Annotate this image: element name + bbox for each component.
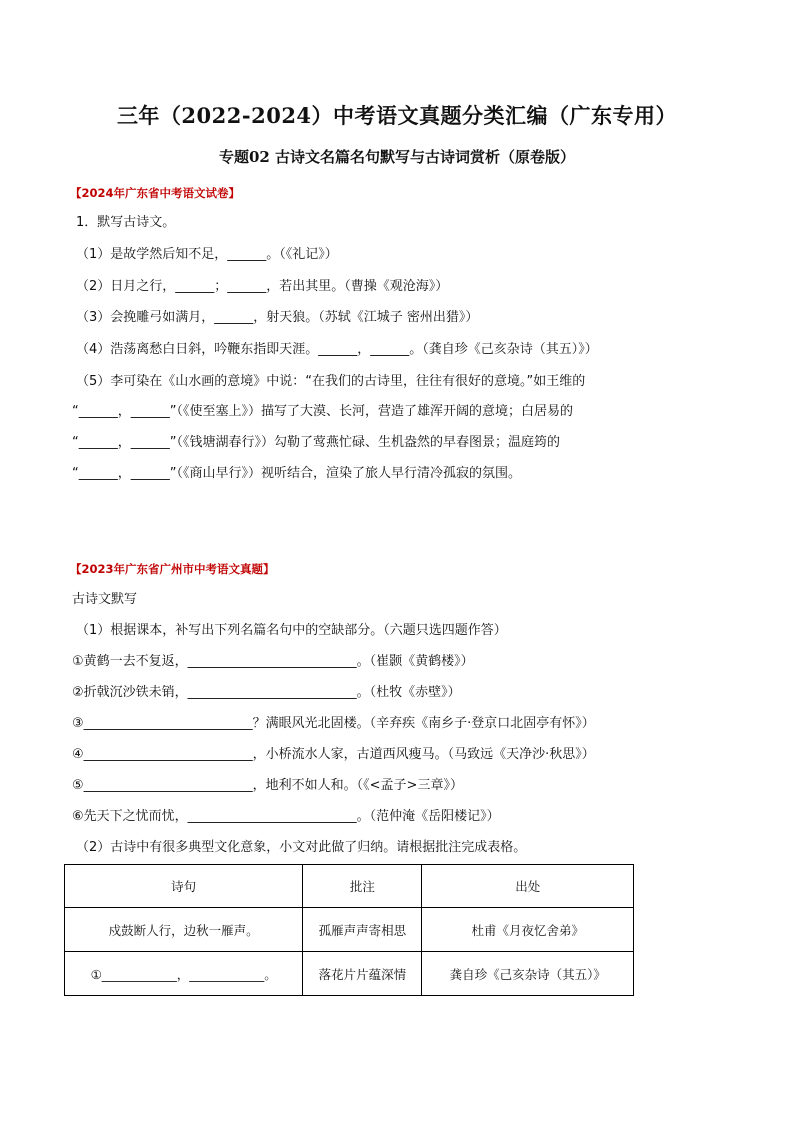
- question-item: （2）古诗中有很多典型文化意象，小文对此做了归纳。请根据批注完成表格。: [76, 840, 527, 855]
- page-subtitle: 专题02 古诗文名篇名句默写与古诗词赏析（原卷版）: [218, 148, 576, 166]
- table-header: 出处: [422, 865, 634, 908]
- table-cell: 孤雁声声寄相思: [303, 908, 422, 952]
- question-item: （3）会挽雕弓如满月，______，射天狼。（苏轼《江城子 密州出猎》）: [76, 310, 479, 325]
- question-item: （4）浩荡离愁白日斜，吟鞭东指即天涯。______，______。（龚自珍《己亥杂诗（其五）》）: [76, 342, 598, 357]
- question-item: （5）李可染在《山水画的意境》中说：“在我们的古诗里，往往有很好的意境。”如王维的: [76, 374, 586, 389]
- table-header: 批注: [303, 865, 422, 908]
- table-row: [65, 908, 634, 952]
- question-item: ④__________________________，小桥流水人家，古道西风瘦马。（马致远《天净沙·秋思》）: [72, 747, 595, 762]
- question-item: ⑥先天下之忧而忧，__________________________。（范仲淹《岳阳楼记》）: [72, 809, 500, 824]
- question-item: ②折戟沉沙铁未销，__________________________。（杜牧《赤壁》）: [72, 685, 461, 700]
- question-title: 古诗文默写: [72, 592, 138, 607]
- table-cell: 戍鼓断人行，边秋一雁声。: [65, 908, 303, 952]
- question-item: ⑤__________________________，地利不如人和。（《<孟子>三章》）: [72, 778, 463, 793]
- question-item: “______，______”（《商山早行》）视听结合，渲染了旅人早行清冷孤寂的氛围。: [72, 466, 521, 481]
- section-tag-2023: 【2023年广东省广州市中考语文真题】: [70, 562, 275, 576]
- section-tag-2024: 【2024年广东省中考语文试卷】: [70, 186, 241, 200]
- table-cell: 杜甫《月夜忆舍弟》: [422, 908, 634, 952]
- question-item: “______，______”（《使至塞上》）描写了大漠、长河，营造了雄浑开阔的意境；白居易的: [72, 404, 573, 419]
- table-cell: ①____________，____________。: [65, 952, 303, 996]
- page-title: 三年（2022-2024）中考语文真题分类汇编（广东专用）: [116, 103, 678, 128]
- table-header-row: [65, 865, 634, 908]
- question-item: ③__________________________？满眼风光北固楼。（辛弃疾《南乡子·登京口北固亭有怀》）: [72, 716, 595, 731]
- question-item: （1）是故学然后知不足，______。（《礼记》）: [76, 247, 338, 262]
- question-item: ①黄鹤一去不复返，__________________________。（崔颢《黄鹤楼》）: [72, 654, 474, 669]
- question-item: “______，______”（《钱塘湖春行》）勾勒了莺燕忙碌、生机盎然的早春图景；温庭筠的: [72, 435, 560, 450]
- question-item: （2）日月之行，______；______，若出其里。（曹操《观沧海》）: [76, 279, 449, 294]
- table-row: [65, 952, 634, 996]
- question-item: （1）根据课本，补写出下列名篇名句中的空缺部分。（六题只选四题作答）: [76, 623, 507, 638]
- table-cell: 落花片片蕴深情: [303, 952, 422, 996]
- question-title: 1．默写古诗文。: [76, 215, 176, 230]
- table-cell: 龚自珍《己亥杂诗（其五）》: [422, 952, 634, 996]
- poetry-table: [64, 864, 634, 996]
- table-header: 诗句: [65, 865, 303, 908]
